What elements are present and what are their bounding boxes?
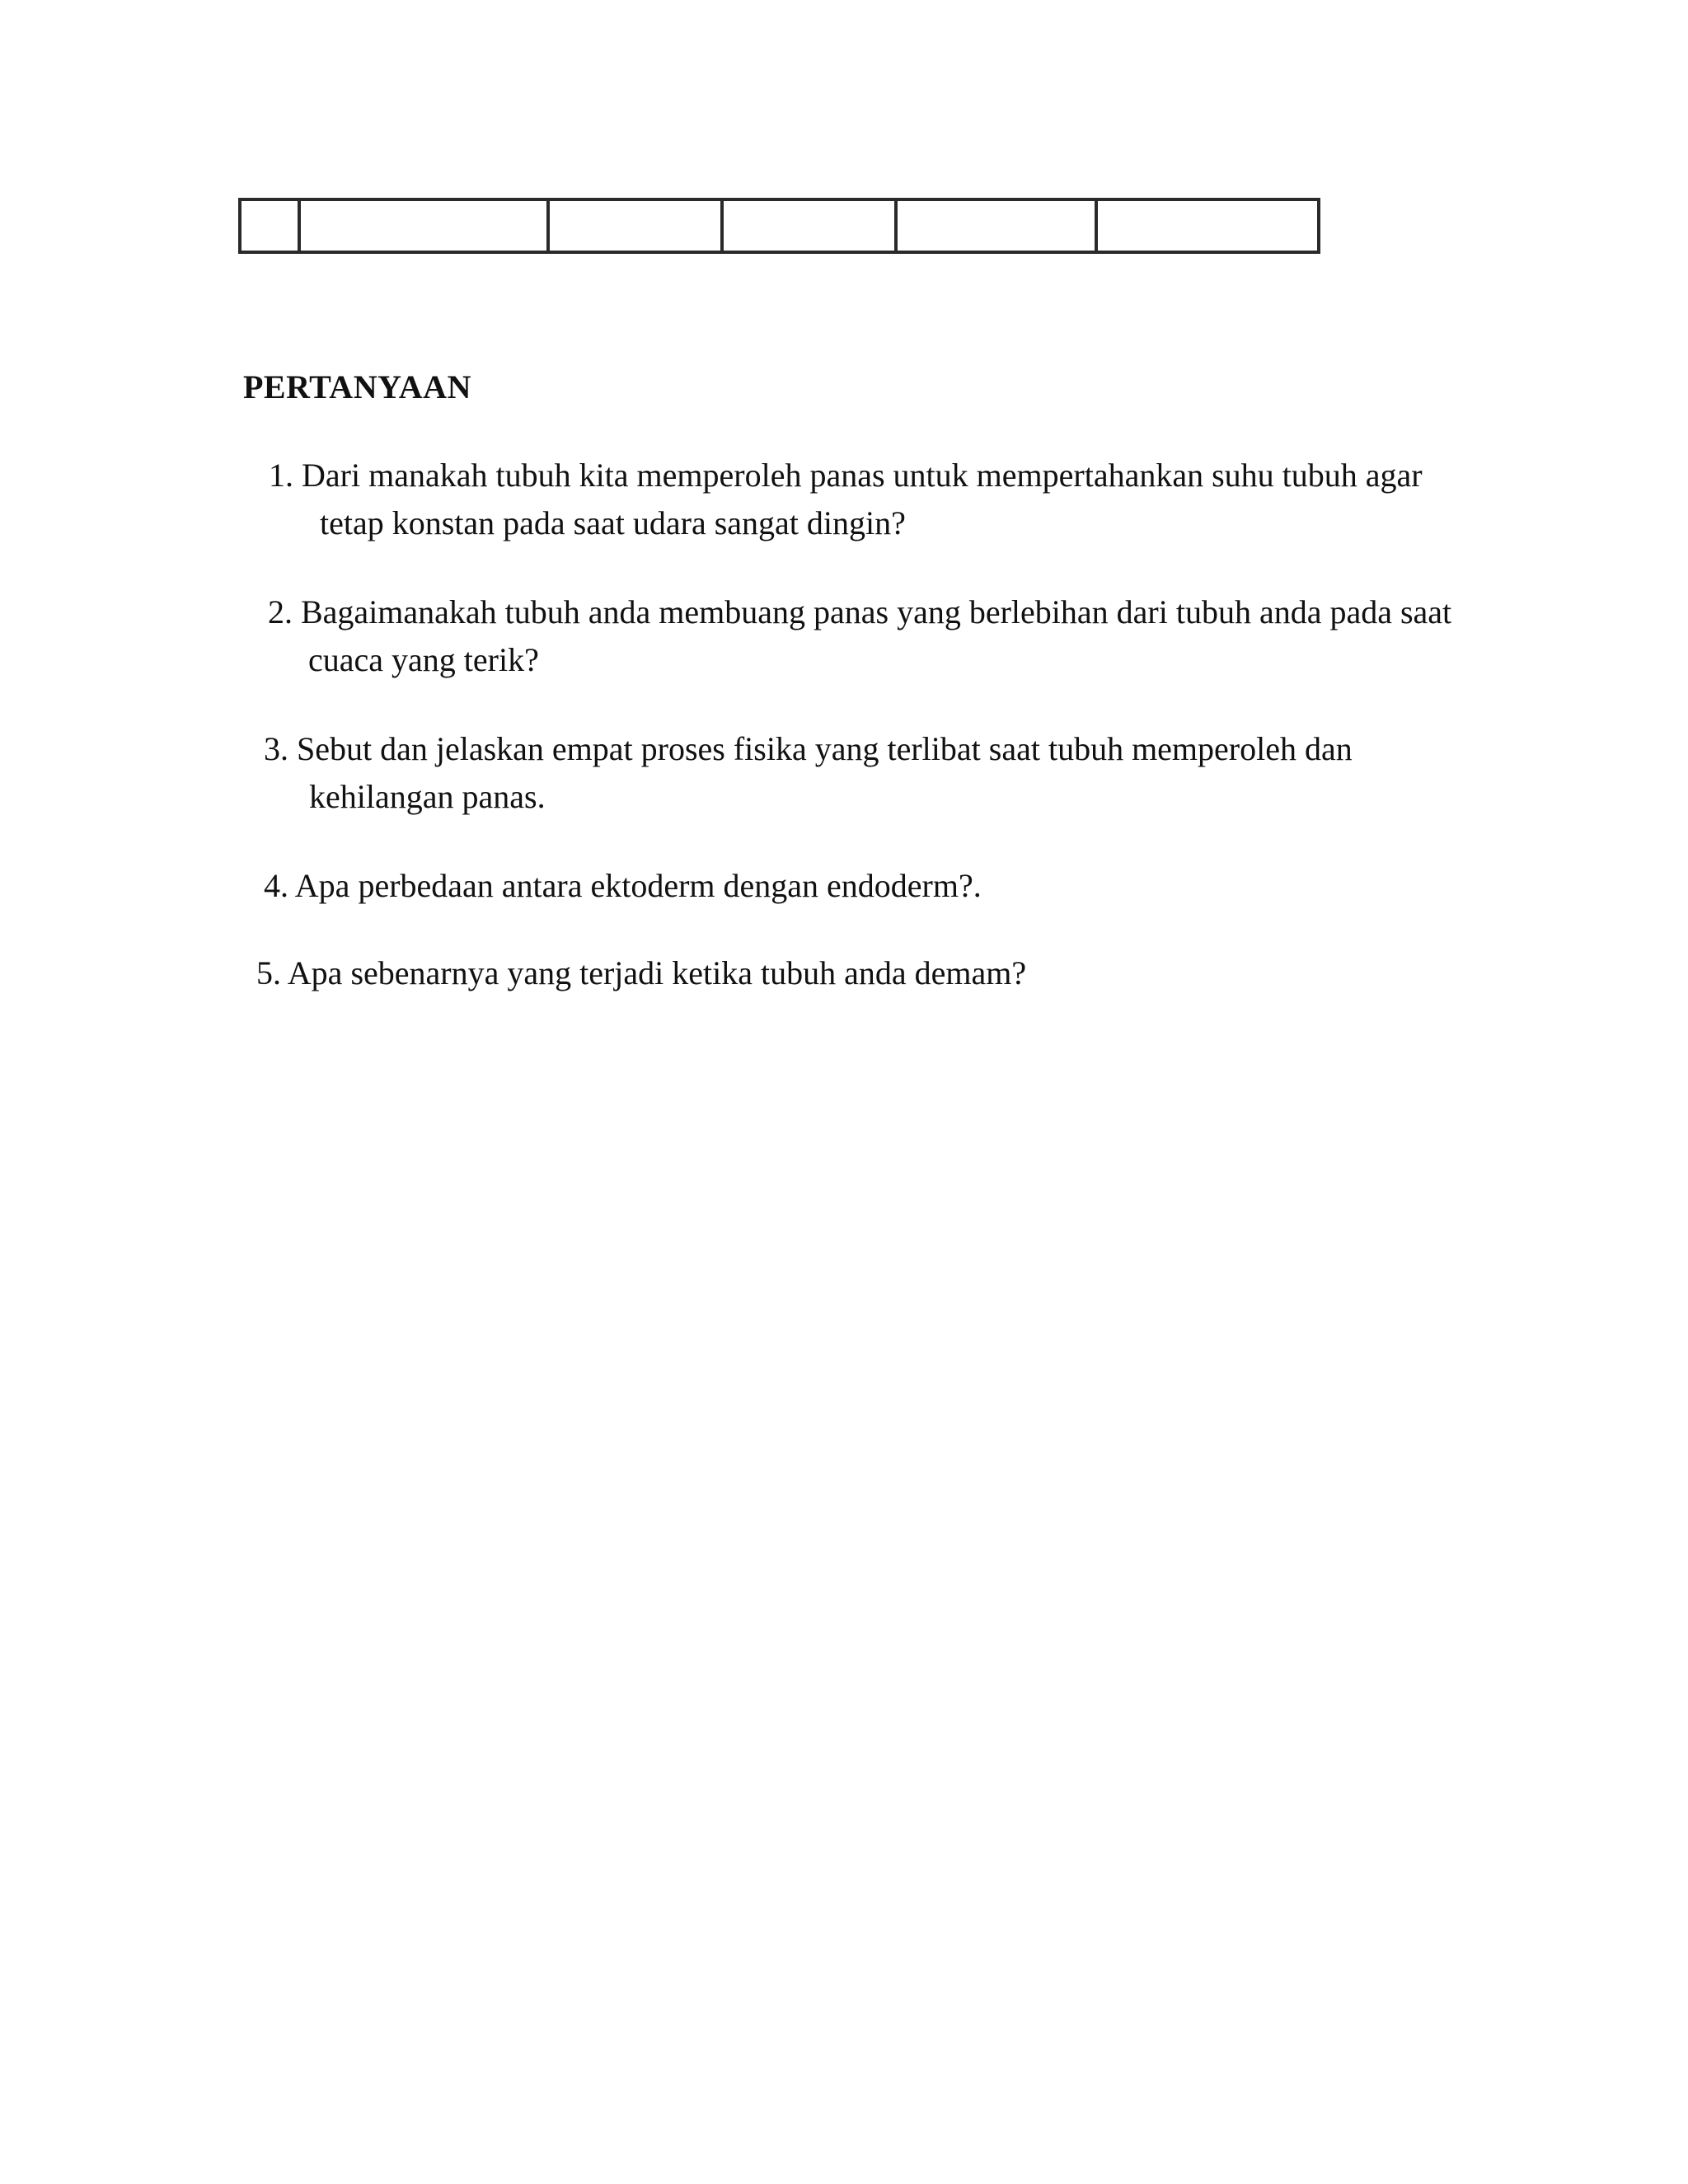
question-number: 5. xyxy=(256,954,281,991)
question-text-line1: Apa perbedaan antara ektoderm dengan endoderm?. xyxy=(294,867,982,904)
question-number: 3. xyxy=(264,730,288,767)
table-cell xyxy=(896,199,1096,252)
question-text-line2: cuaca yang terik? xyxy=(308,641,539,678)
table-cell xyxy=(1096,199,1319,252)
table-cell xyxy=(722,199,896,252)
table-row xyxy=(240,199,1319,252)
question-number: 1. xyxy=(269,457,293,494)
section-heading: PERTANYAAN xyxy=(243,368,471,405)
question-item xyxy=(264,725,1353,821)
table-cell xyxy=(240,199,299,252)
question-item xyxy=(269,452,1423,547)
question-item xyxy=(256,949,1026,997)
empty-table-row xyxy=(238,198,1320,254)
question-text-line1: Sebut dan jelaskan empat proses fisika yang terlibat saat tubuh memperoleh dan xyxy=(297,730,1353,767)
question-text-line1: Bagaimanakah tubuh anda membuang panas yang berlebihan dari tubuh anda pada saat xyxy=(301,593,1452,630)
question-text-line2: tetap konstan pada saat udara sangat dingin? xyxy=(320,504,906,541)
question-text-line1: Apa sebenarnya yang terjadi ketika tubuh anda demam? xyxy=(287,954,1027,991)
question-text-line2: kehilangan panas. xyxy=(309,778,546,815)
question-text-line1: Dari manakah tubuh kita memperoleh panas untuk mempertahankan suhu tubuh agar xyxy=(302,457,1423,494)
question-number: 2. xyxy=(268,593,293,630)
question-item xyxy=(268,588,1451,684)
table-cell xyxy=(299,199,548,252)
question-number: 4. xyxy=(264,867,288,904)
table-cell xyxy=(548,199,722,252)
question-item xyxy=(264,862,982,910)
